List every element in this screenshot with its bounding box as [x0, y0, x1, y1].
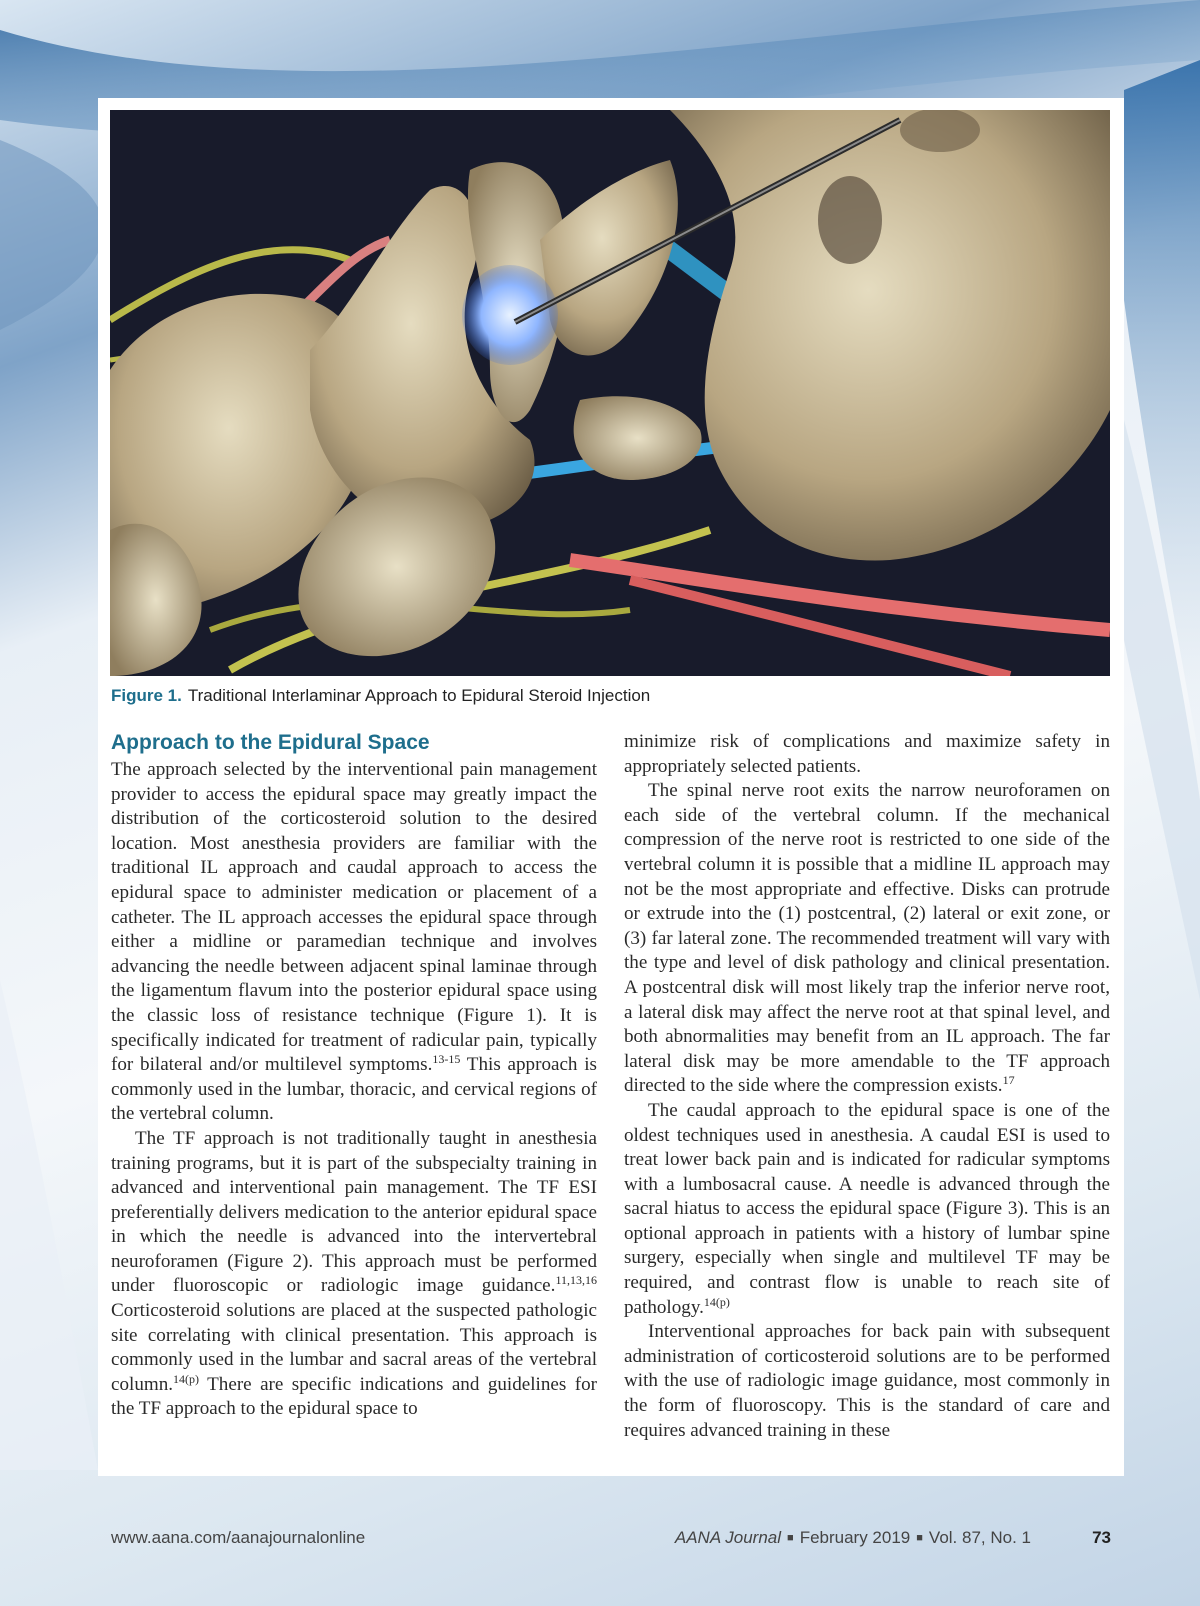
right-column: [624, 730, 1110, 1443]
journal-url-link[interactable]: www.aana.com/aanajournalonline: [111, 1528, 366, 1547]
figure-label: Figure 1.: [111, 686, 182, 705]
right-paragraph-4: Interventional approaches for back pain with subsequent administration of corticosteroid solutions are to be performed with the use of radiologic image guidance, most commonly in the form of fluoroscopy. This is the standard of care and requires advanced training in these: [624, 1321, 1110, 1441]
citation: 14(p): [703, 1294, 730, 1309]
journal-name: AANA Journal: [674, 1528, 782, 1547]
left-column: [111, 730, 597, 1422]
right-paragraph-2: The spinal nerve root exits the narrow neuroforamen on each side of the vertebral column. If the mechanical compression of the nerve root is restricted to one side of the vertebral column it is possible that a midline IL approach may not be the most appropriate and effective. Disks can protrude or extrude into the (1) postcentral, (2) lateral or exit zone, or (3) far lateral zone. The recommended treatment will vary with the type and level of disk pathology and clinical presentation. A postcentral disk will most likely trap the inferior nerve root, a lateral disk may affect the nerve root at that spinal level, and both abnormalities may benefit from an IL approach. The far lateral disk may be more amendable to the TF approach directed to the side where the compression exists.$^{17}$: [624, 780, 1110, 1097]
spine-illustration-icon: [110, 110, 1110, 676]
section-heading: Approach to the Epidural Space: [111, 731, 430, 754]
right-paragraph-1: minimize risk of complications and maximize safety in appropriately selected patients.: [624, 731, 1110, 777]
issue-date: February 2019: [799, 1528, 911, 1547]
figure-caption: [111, 686, 1111, 706]
journal-citation: [675, 1528, 1031, 1548]
separator-icon: ■: [916, 1532, 923, 1544]
left-paragraph-1: The approach selected by the interventional pain management provider to access the epidural space may greatly impact the distribution of the corticosteroid solution to the desired location. Most anesthesia providers are familiar with the traditional IL approach and caudal approach to access the epidural space to administer medication or placement of a catheter. The IL approach accesses the epidural space through either a midline or paramedian technique and involves advancing the needle between adjacent spinal laminae through the ligamentum flavum into the posterior epidural space using the classic loss of resistance technique (Figure 1). It is specifically indicated for treatment of radicular pain, typically for bilateral and/or multilevel symptoms.$^{13-15}$ This approach is commonly used in the lumbar, thoracic, and cervical regions of the vertebral column.: [111, 759, 597, 1125]
citation: 17: [1002, 1073, 1015, 1088]
volume-number: Vol. 87, No. 1: [928, 1528, 1031, 1547]
separator-icon: ■: [787, 1532, 794, 1544]
citation: 11,13,16: [555, 1273, 597, 1288]
figure-caption-text: Traditional Interlaminar Approach to Epidural Steroid Injection: [187, 686, 651, 705]
citation: 13-15: [432, 1052, 461, 1067]
right-paragraph-3: The caudal approach to the epidural space is one of the oldest techniques used in anesthesia. A caudal ESI is used to treat lower back pain and is indicated for radicular symptoms with a lumbosacral cause. A needle is advanced through the sacral hiatus to access the epidural space (Figure 3). This is an optional approach in patients with a history of lumbar spine surgery, especially when single and multilevel TF may be required, and contrast flow is unable to reach site of pathology.$^{14(p)}$: [624, 1099, 1110, 1318]
page-number: 73: [1092, 1528, 1111, 1547]
figure-image: [110, 110, 1110, 676]
citation: 14(p): [173, 1371, 200, 1386]
left-paragraph-2: The TF approach is not traditionally taught in anesthesia training programs, but it is part of the subspecialty training in advanced and interventional pain management. The TF ESI preferentially delivers medication to the anterior epidural space in which the needle is advanced into the intervertebral neuroforamen (Figure 2). This approach must be performed under fluoroscopic or radiologic image guidance.$^{11,13,16}$ Corticosteroid solutions are placed at the suspected pathologic site correlating with clinical presentation. This approach is commonly used in the lumbar and sacral areas of the vertebral column.$^{14(p)}$ There are specific indications and guidelines for the TF approach to the epidural space to: [111, 1127, 597, 1420]
